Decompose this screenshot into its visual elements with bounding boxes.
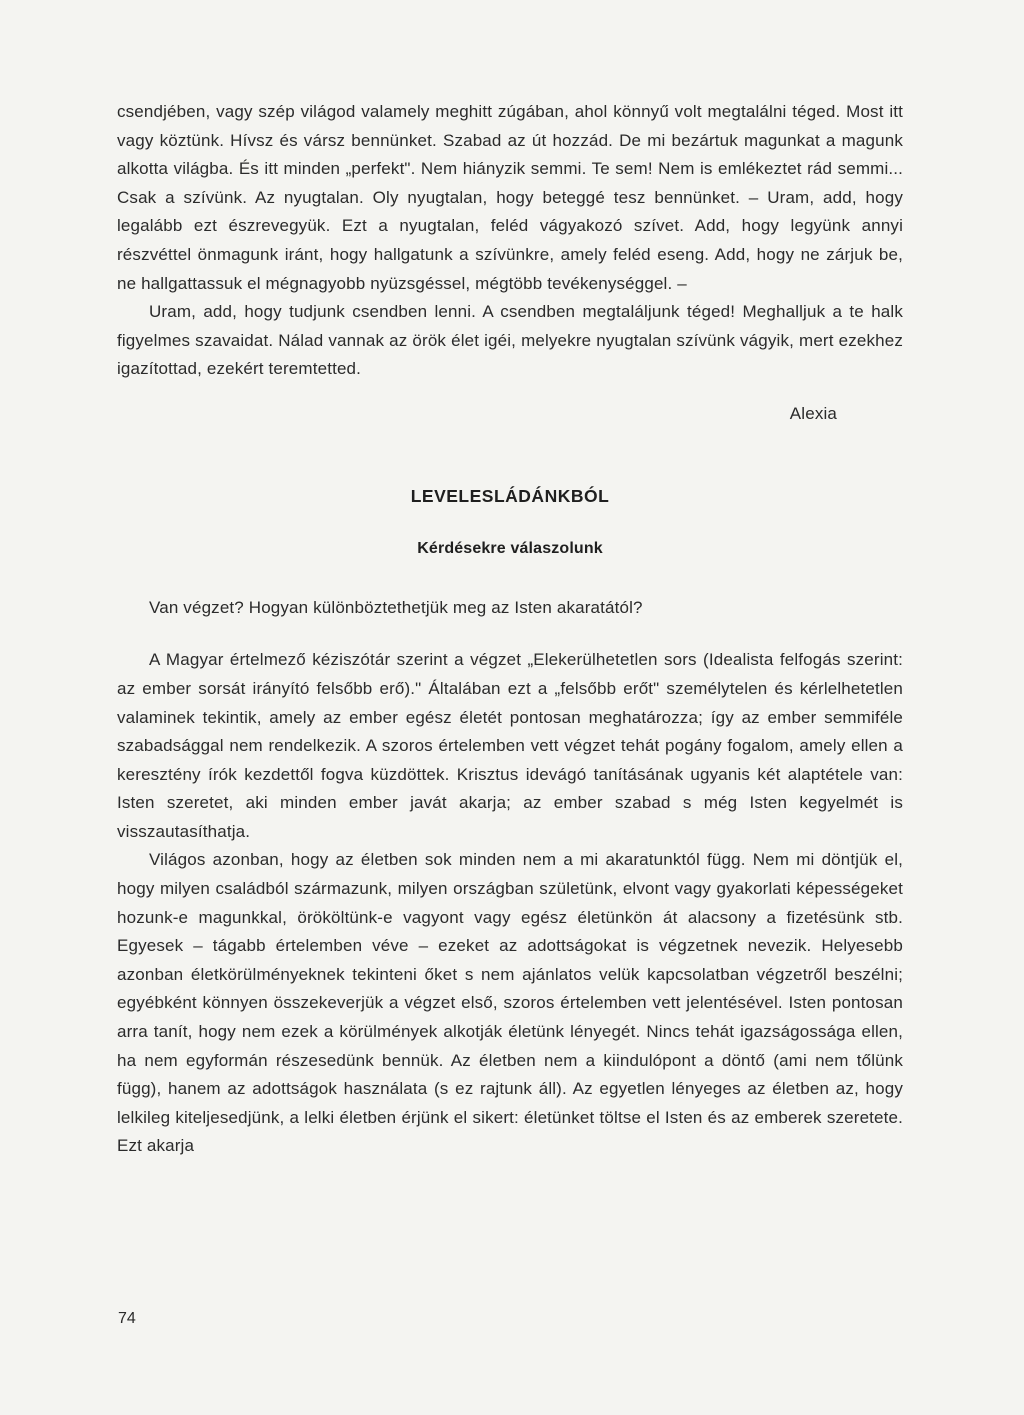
author-signature: Alexia	[789, 403, 837, 423]
answer-paragraph-1: A Magyar értelmező kéziszótár szerint a végzet „Elekerülhetetlen sors (Idealista felfogás szerint: az ember sorsát irányító felsőbb erő)." Általában ezt a „felsőbb erőt" személytelen és kérlelhetetlen valaminek tekintik, amely az ember egész életét pontosan meghatározza; így az ember semmiféle szabadsággal nem rendelkezik. A szoros értelemben vett végzet tehát pogány fogalom, amely ellen a keresztény írók kezdettől fogva küzdöttek. Krisztus idevágó tanításának ugyanis két alaptétele van: Isten szeretet, aki minden ember javát akarja; az ember szabad s még Isten kegyelmét is visszautasíthatja.	[117, 650, 903, 841]
page-number: 74	[118, 1310, 136, 1327]
section-subtitle: Kérdésekre válaszolunk	[417, 540, 603, 558]
prayer-paragraph-1: csendjében, vagy szép világod valamely meghitt zúgában, ahol könnyű volt megtalálni téged. Most itt vagy köztünk. Hívsz és vársz bennünket. Szabad az út hozzád. De mi bezártuk magunkat a magunk alkotta világba. És itt minden „perfekt". Nem hiányzik semmi. Te sem! Nem is emlékeztet rád semmi... Csak a szívünk. Az nyugtalan. Oly nyugtalan, hogy beteggé tesz bennünket. – Uram, add, hogy legalább ezt észrevegyük. Ezt a nyugtalan, feléd vágyakozó szívet. Add, hogy legyünk annyi részvéttel önmagunk iránt, hogy hallgatunk a szívünkre, amely feléd eseng. Add, hogy ne zárjuk be, ne hallgattassuk el mégnagyobb nyüzsgéssel, mégtöbb tevékenységgel. –	[117, 102, 903, 293]
section-title: LEVELESLÁDÁNKBÓL	[410, 485, 610, 506]
answer-paragraph-2: Világos azonban, hogy az életben sok minden nem a mi akaratunktól függ. Nem mi döntjük el, hogy milyen családból származunk, milyen országban születünk, elvont vagy gyakorlati képességeket hozunk-e magunkkal, örököltünk-e vagyont vagy egész életünkön át alacsony a fizetésünk stb. Egyesek – tágabb értelemben véve – ezeket az adottságokat is végzetnek nevezik. Helyesebb azonban életkörülményeknek tekinteni őket s nem ajánlatos velük kapcsolatban végzetről beszélni; egyébként könnyen összekeverjük a végzet első, szoros értelemben vett jelentésével. Isten pontosan arra tanít, hogy nem ezek a körülmények alkotják életünk lényegét. Nincs tehát igazságossága ellen, ha nem egyformán részesedünk bennük. Az életben nem a kiindulópont a döntő (ami nem tőlünk függ), hanem az adottságok használata (s ez rajtunk áll). Az egyetlen lényeges az életben az, hogy lelkileg kiteljesedjünk, a lelki életben érjünk el sikert: életünket töltse el Isten és az emberek szeretete. Ezt akarja	[117, 850, 903, 1156]
page-content	[117, 98, 903, 1161]
prayer-paragraph-2: Uram, add, hogy tudjunk csendben lenni. A csendben megtaláljunk téged! Meghalljuk a te halk figyelmes szavaidat. Nálad vannak az örök élet igéi, melyekre nyugtalan szívünk vágyik, mert ezekhez igazítottad, ezekért teremtetted.	[117, 302, 903, 379]
question-text: Van végzet? Hogyan különböztethetjük meg az Isten akaratától?	[149, 597, 643, 617]
